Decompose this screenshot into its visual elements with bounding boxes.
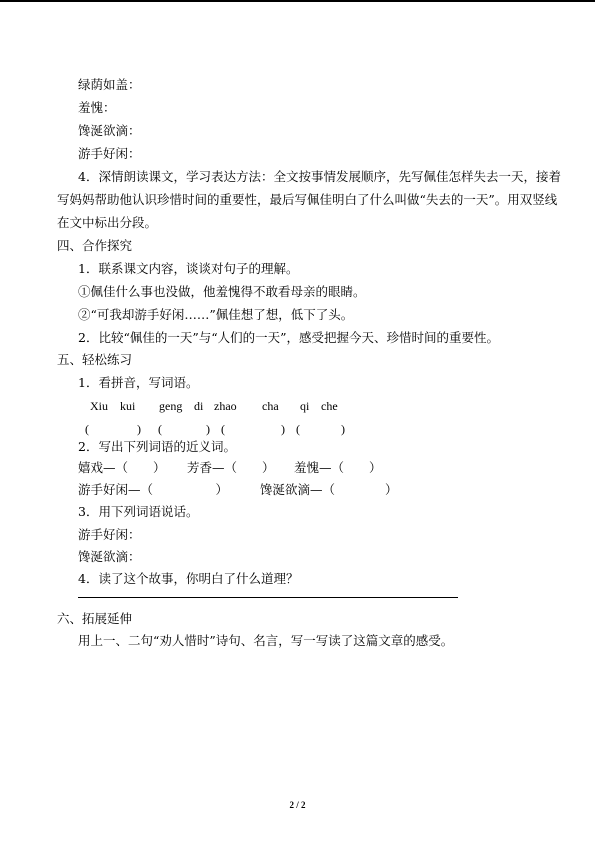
synonym-item-4: 游手好闲—（ ）	[78, 482, 229, 497]
pinyin-syllable: che	[321, 399, 338, 413]
synonym-item-2: 芳香—（ ）	[187, 460, 275, 475]
item4-line-2: 写妈妈帮助他认识珍惜时间的重要性，最后写佩佳明白了什么叫做“失去的一天”。用双竖线	[57, 192, 558, 207]
item4-line-1: 4．深情朗读课文，学习表达方法：全文按事情发展顺序，先写佩佳怎样失去一天，接着	[78, 169, 561, 184]
answer-bracket: )	[341, 422, 345, 436]
section5-question-3: 3．用下列词语说话。	[78, 504, 199, 519]
answer-bracket: (	[85, 422, 89, 436]
vocab-line-3: 馋涎欲滴：	[78, 123, 141, 138]
section4-sentence-1: ①佩佳什么事也没做，他羞愧得不敢看母亲的眼睛。	[78, 284, 366, 299]
pinyin-syllable: zhao	[214, 399, 237, 413]
pinyin-syllable: qi	[300, 399, 310, 413]
answer-bracket: (	[221, 422, 225, 436]
pinyin-syllable: Xiu	[90, 399, 108, 413]
section4-sentence-2: ②“可我却游手好闲……”佩佳想了想，低下了头。	[78, 307, 354, 322]
section4-question-1: 1．联系课文内容，谈谈对句子的理解。	[78, 261, 299, 276]
synonym-item-1: 嬉戏—（ ）	[78, 460, 166, 475]
item4-line-3: 在文中标出分段。	[57, 215, 158, 230]
pinyin-syllable: cha	[262, 399, 279, 413]
answer-bracket: (	[158, 422, 162, 436]
section5-question-2: 2．写出下列词语的近义词。	[78, 439, 236, 454]
answer-line	[78, 597, 458, 598]
say-item-1: 游手好闲：	[78, 527, 141, 542]
synonym-item-5: 馋涎欲滴—（ ）	[260, 482, 398, 497]
page-number: 2 / 2	[289, 800, 306, 810]
vocab-line-1: 绿荫如盖：	[78, 77, 141, 92]
say-item-2: 馋涎欲滴：	[78, 549, 141, 564]
pinyin-syllable: kui	[120, 399, 136, 413]
section5-question-4: 4．读了这个故事，你明白了什么道理？	[78, 571, 299, 586]
section6-prompt: 用上一、二句“劝人惜时”诗句、名言，写一写读了这篇文章的感受。	[78, 633, 454, 648]
answer-bracket: )	[281, 422, 285, 436]
answer-bracket: )	[137, 422, 141, 436]
synonym-item-3: 羞愧—（ ）	[294, 460, 382, 475]
pinyin-syllable: geng	[159, 399, 183, 413]
section5-heading: 五、轻松练习	[57, 352, 133, 367]
answer-bracket: )	[206, 422, 210, 436]
vocab-line-4: 游手好闲：	[78, 146, 141, 161]
section5-question-1: 1．看拼音，写词语。	[78, 375, 199, 390]
pinyin-syllable: di	[194, 399, 204, 413]
answer-bracket: (	[296, 422, 300, 436]
section6-heading: 六、拓展延伸	[57, 611, 133, 626]
section4-heading: 四、合作探究	[57, 238, 133, 253]
page-top-border	[0, 0, 595, 2]
vocab-line-2: 羞愧：	[78, 100, 116, 115]
section4-question-2: 2．比较“佩佳的一天”与“人们的一天”，感受把握今天、珍惜时间的重要性。	[78, 330, 500, 345]
